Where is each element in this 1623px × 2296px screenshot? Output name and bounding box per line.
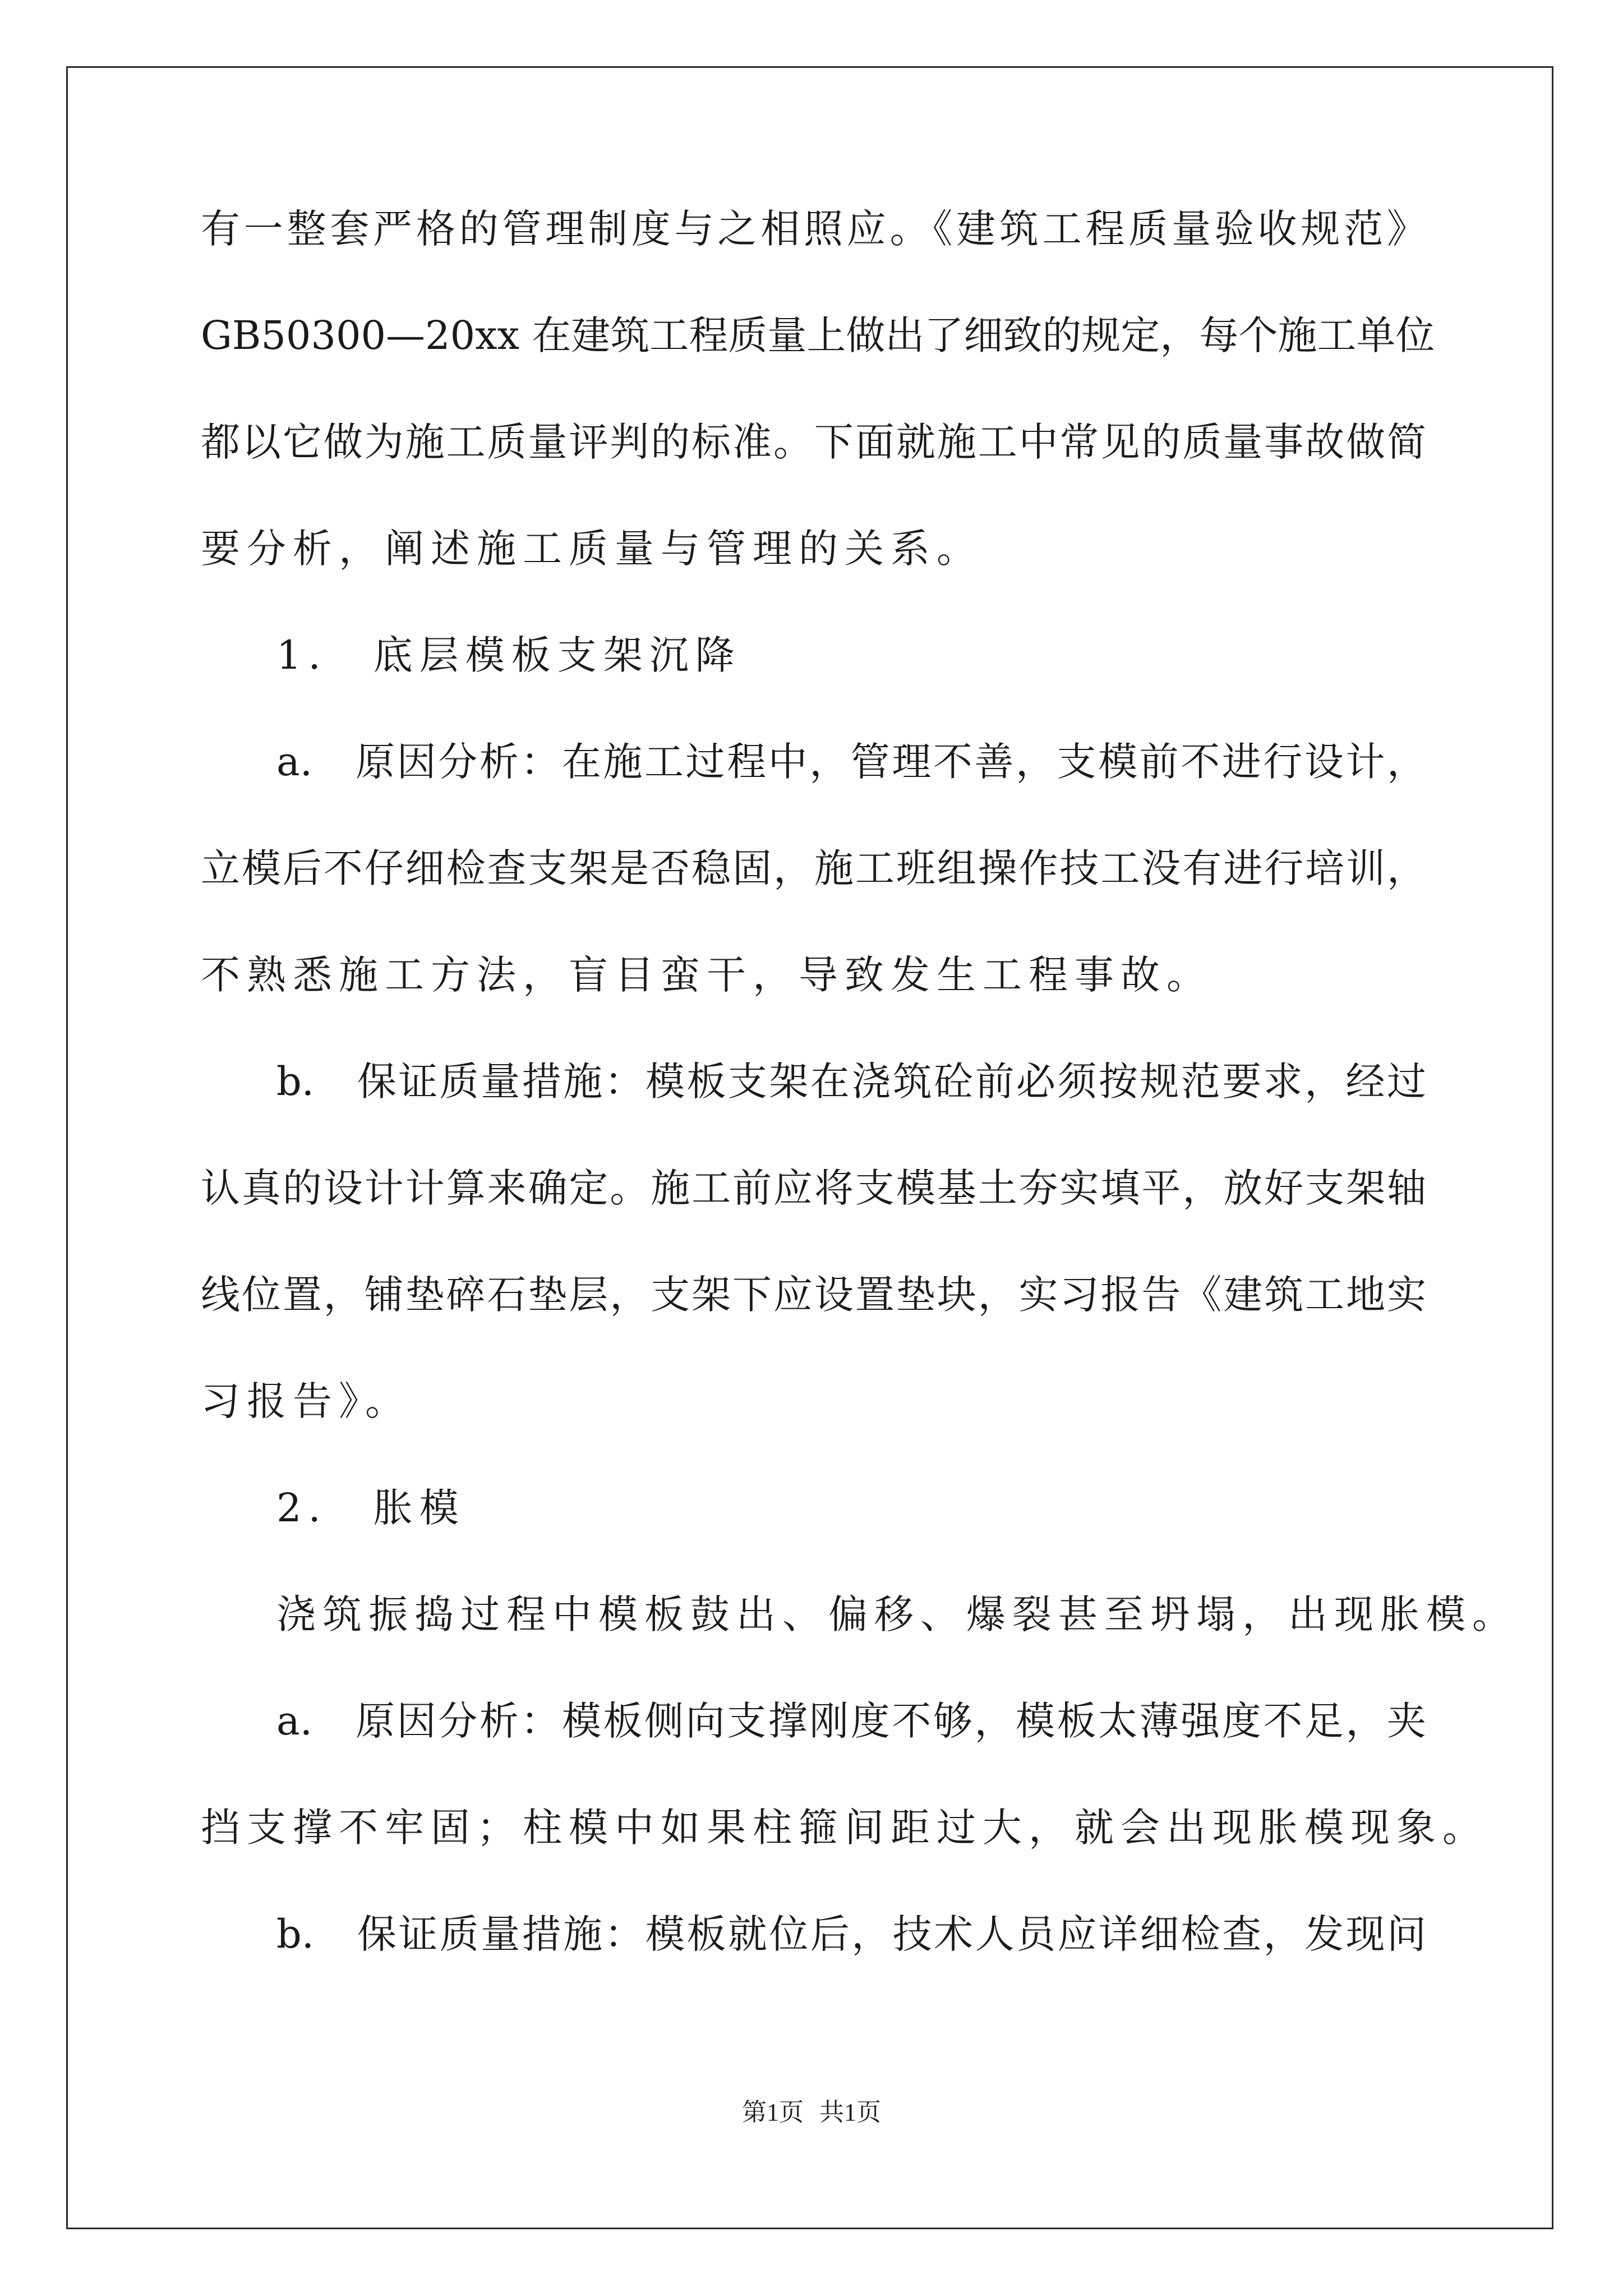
page-footer: [0, 2096, 1623, 2129]
page-number: 第1页: [742, 2099, 804, 2126]
text-line: b. 保证质量措施：模板支架在浇筑砼前必须按规范要求，经过: [276, 1059, 1426, 1105]
text-line: 要分析，阐述施工质量与管理的关系。: [201, 526, 983, 572]
text-line: a. 原因分析：在施工过程中，管理不善，支模前不进行设计，: [276, 739, 1426, 785]
text-line: 立模后不仔细检查支架是否稳固，施工班组操作技工没有进行培训，: [201, 845, 1426, 891]
page-total: 共1页: [819, 2099, 881, 2126]
text-line: 不熟悉施工方法，盲目蛮干，导致发生工程事故。: [201, 952, 1212, 998]
section-heading: 1. 底层模板支架沉降: [276, 632, 741, 678]
text-line: b. 保证质量措施：模板就位后，技术人员应详细检查，发现问: [276, 1911, 1426, 1957]
text-line: GB50300—20xx 在建筑工程质量上做出了细致的规定，每个施工单位: [201, 312, 1435, 358]
text-line: a. 原因分析：模板侧向支撑刚度不够，模板太薄强度不足，夹: [276, 1698, 1426, 1744]
text-line: 挡支撑不牢固；柱模中如果柱箍间距过大，就会出现胀模现象。: [201, 1805, 1488, 1851]
text-line: 都以它做为施工质量评判的标准。下面就施工中常见的质量事故做简: [201, 419, 1426, 465]
text-line: 线位置，铺垫碎石垫层，支架下应设置垫块，实习报告《建筑工地实: [201, 1272, 1426, 1318]
text-line: 浇筑振捣过程中模板鼓出、偏移、爆裂甚至坍塌，出现胀模。: [276, 1591, 1518, 1637]
section-heading: 2. 胀模: [276, 1485, 465, 1531]
page-border: [66, 66, 1553, 2229]
text-line: 认真的设计计算来确定。施工前应将支模基土夯实填平，放好支架轴: [201, 1165, 1426, 1211]
text-line: 有一整套严格的管理制度与之相照应。《建筑工程质量验收规范》: [201, 206, 1426, 252]
text-line: 习报告》。: [201, 1378, 411, 1424]
